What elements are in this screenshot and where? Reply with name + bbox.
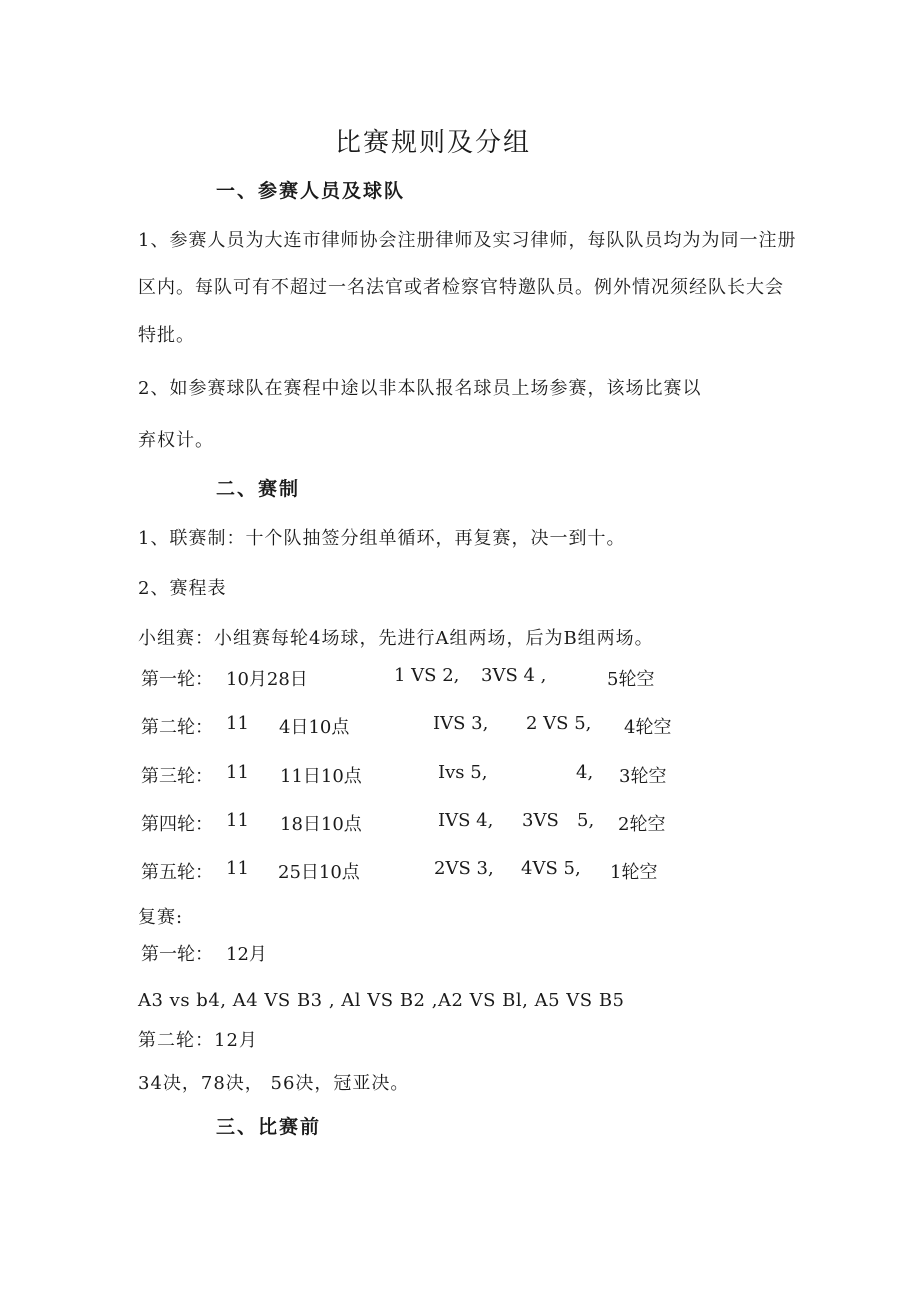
page-title: 比赛规则及分组	[335, 128, 532, 158]
round-month: 11	[226, 762, 249, 783]
match: 3VS	[522, 810, 559, 831]
playoff-label: 复赛:	[138, 907, 184, 928]
list-item: 2、赛程表	[138, 578, 227, 599]
match: 4VS 5,	[521, 858, 581, 879]
match: 2VS 3,	[434, 858, 494, 879]
round-label: 第二轮：	[141, 717, 213, 738]
match: Ivs 5,	[438, 762, 488, 783]
round-date: 10月28日	[226, 669, 308, 690]
paragraph-line: 弃权计。	[138, 430, 214, 451]
paragraph-line: 区内。每队可有不超过一名法官或者检察官特邀队员。例外情况须经队长大会	[138, 277, 784, 298]
paragraph-line: 2、如参赛球队在赛程中途以非本队报名球员上场参赛，该场比赛以	[138, 378, 702, 399]
playoff-matches: A3 vs b4, A4 VS B3 , Al VS B2 ,A2 VS Bl, A5 VS B5	[138, 990, 625, 1011]
round-month: 11	[226, 858, 249, 879]
section-heading-1: 一、参赛人员及球队	[216, 180, 406, 202]
round-label: 第一轮：	[141, 944, 213, 965]
round-label: 第一轮：	[141, 669, 213, 690]
paragraph-line: 1、参赛人员为大连市律师协会注册律师及实习律师，每队队员均为为同一注册	[138, 230, 797, 251]
round-month: 12月	[226, 944, 267, 965]
section-heading-3: 三、比赛前	[216, 1116, 322, 1138]
section-heading-2: 二、赛制	[216, 478, 301, 500]
match: IVS 3,	[433, 713, 489, 734]
match: 3VS 4 ,	[481, 665, 547, 686]
round-date: 11日10点	[280, 766, 362, 787]
match: 4,	[576, 762, 594, 783]
round-month: 11	[226, 810, 249, 831]
match: IVS 4,	[438, 810, 494, 831]
list-item: 1、联赛制：十个队抽签分组单循环，再复赛，决一到十。	[138, 528, 626, 549]
match: 2 VS 5,	[526, 713, 592, 734]
paragraph-line: 特批。	[138, 325, 195, 346]
round-date: 25日10点	[278, 862, 360, 883]
bye-team: 2轮空	[618, 814, 666, 835]
round-label: 第五轮：	[141, 862, 213, 883]
match: 1 VS 2,	[394, 665, 460, 686]
round-label: 第三轮：	[141, 766, 213, 787]
round-month: 11	[226, 713, 249, 734]
bye-team: 5轮空	[607, 669, 655, 690]
round-date: 18日10点	[280, 814, 362, 835]
round-date: 4日10点	[279, 717, 350, 738]
group-stage-intro: 小组赛：小组赛每轮4场球，先进行A组两场，后为B组两场。	[138, 628, 654, 649]
playoff-finals: 34决，78决， 56决，冠亚决。	[138, 1073, 410, 1094]
playoff-round-2: 第二轮：12月	[138, 1030, 258, 1051]
round-label: 第四轮：	[141, 814, 213, 835]
bye-team: 3轮空	[619, 766, 667, 787]
match: 5,	[577, 810, 595, 831]
bye-team: 1轮空	[610, 862, 658, 883]
bye-team: 4轮空	[624, 717, 672, 738]
